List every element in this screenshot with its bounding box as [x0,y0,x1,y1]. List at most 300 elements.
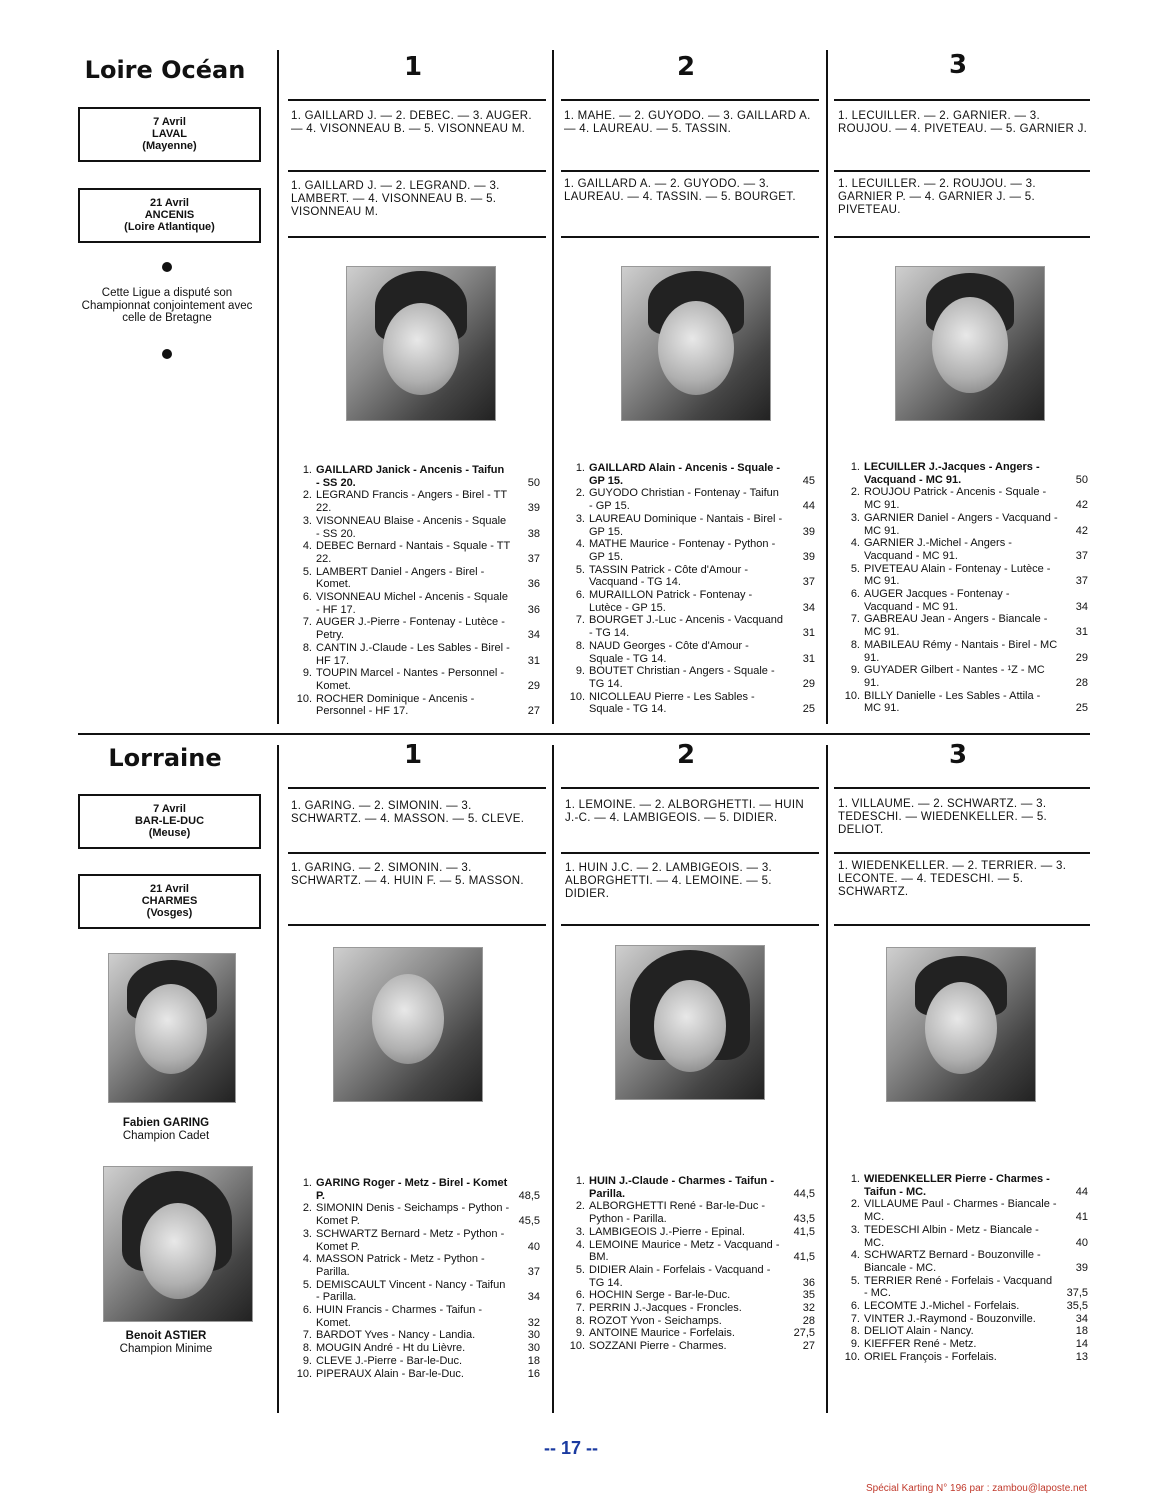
standings-row [563,513,815,538]
standings-row [290,464,540,489]
driver-entry: GARING Roger - Metz - Birel - Komet P. [316,1177,508,1202]
points: 37 [1075,575,1088,588]
column-divider [826,50,828,724]
rank: 7. [575,1302,585,1315]
standings-row [290,693,540,718]
standings-row [290,489,540,514]
standings-row [563,1340,815,1353]
league-title: Lorraine [108,744,222,772]
rank: 9. [575,1327,585,1340]
champion-caption [76,1330,256,1356]
rank: 9. [302,1354,312,1367]
points: 45,5 [518,1215,540,1228]
standings-row [838,563,1088,588]
standings-row [290,1202,540,1227]
column-divider [277,50,279,724]
points: 13 [1075,1350,1088,1363]
driver-entry: GAILLARD Alain - Ancenis - Squale - GP 15. [589,462,781,487]
points: 18 [1075,1325,1088,1338]
points: 36 [527,603,540,616]
points: 39 [527,502,540,515]
race1-results: 1. LECUILLER. — 2. GARNIER. — 3. ROUJOU. — 4. PIVETEAU. — 5. GARNIER J. [838,110,1088,135]
rank: 10. [296,692,312,705]
points: 36 [527,578,540,591]
rank: 9. [302,667,312,680]
standings-row [563,1315,815,1328]
points: 37 [802,576,815,589]
standings-row [838,1325,1088,1338]
standings-row [838,690,1088,715]
rank: 2. [575,487,585,500]
category-number: 3 [948,50,968,80]
driver-entry: GABREAU Jean - Angers - Biancale - MC 91. [864,613,1048,639]
race2-results: 1. WIEDENKELLER. — 2. TERRIER. — 3. LECONTE. — 4. TEDESCHI. — 5. SCHWARTZ. [838,860,1067,898]
points: 37 [527,1265,540,1278]
race-region: (Loire Atlantique) [124,221,215,233]
rank: 2. [575,1200,585,1213]
driver-entry: DIDIER Alain - Forfelais - Vacquand - TG 14. [589,1263,771,1289]
rank: 3. [850,1223,860,1236]
driver-entry: PIPERAUX Alain - Bar-le-Duc. [316,1367,464,1380]
rule [561,236,819,238]
rank: 2. [302,1202,312,1215]
rank: 5. [575,1263,585,1276]
standings-row [290,540,540,565]
rank: 5. [302,1278,312,1291]
category-number: 3 [948,740,968,770]
race-date-box [78,188,261,243]
standings-row [290,1279,540,1304]
driver-entry: AUGER J.-Pierre - Fontenay - Lutèce - Petry. [316,616,505,642]
driver-entry: ALBORGHETTI René - Bar-le-Duc - Python - Parilla. [589,1200,766,1226]
race-date: 21 Avril [150,197,189,209]
standings-row [838,1275,1088,1300]
driver-photo [615,945,765,1100]
rank: 4. [850,537,860,550]
bullet-dot [162,262,172,272]
standings-row [563,462,815,487]
standings-row [563,564,815,589]
rank: 4. [575,1238,585,1251]
champion-title: Champion Minime [119,1343,213,1355]
points: 27,5 [793,1327,815,1340]
standings-row [563,1239,815,1264]
race1-results: 1. VILLAUME. — 2. SCHWARTZ. — 3. TEDESCHI. — WIEDENKELLER. — 5. DELIOT. [838,798,1048,836]
points: 41,5 [793,1251,815,1264]
race-region: (Mayenne) [142,140,197,152]
driver-entry: ROZOT Yvon - Seichamps. [589,1314,722,1327]
rank: 6. [575,589,585,602]
standings-row [838,1249,1088,1274]
standings-row [838,537,1088,562]
points: 37,5 [1066,1287,1088,1300]
driver-entry: BARDOT Yves - Nancy - Landia. [316,1329,476,1342]
rank: 8. [302,1342,312,1355]
race2-results: 1. HUIN J.C. — 2. LAMBIGEOIS. — 3. ALBORGHETTI. — 4. LEMOINE. — 5. DIDIER. [565,862,773,900]
points: 32 [802,1302,815,1315]
race2-results: 1. GAILLARD J. — 2. LEGRAND. — 3. LAMBERT. — 4. VISONNEAU B. — 5. VISONNEAU M. [291,180,500,218]
rank: 4. [575,538,585,551]
standings-row [563,1289,815,1302]
driver-entry: HUIN J.-Claude - Charmes - Taifun - Parilla. [589,1175,774,1200]
column-divider [826,745,828,1413]
standings-row [838,588,1088,613]
standings-row [563,1175,815,1200]
driver-entry: DELIOT Alain - Nancy. [864,1325,974,1338]
standings-row [290,616,540,641]
points: 28 [802,1314,815,1327]
rule [561,99,819,101]
points: 28 [1075,676,1088,689]
champion-title: Champion Cadet [122,1130,210,1142]
driver-entry: GAILLARD Janick - Ancenis - Taifun - SS 20. [316,464,505,489]
points: 41,5 [793,1225,815,1238]
standings-row [290,1253,540,1278]
points: 30 [527,1329,540,1342]
driver-entry: SCHWARTZ Bernard - Bouzonville - Biancale - MC. [864,1249,1041,1274]
rank: 6. [850,588,860,601]
standings-row [290,566,540,591]
points: 50 [527,476,540,489]
driver-entry: SIMONIN Denis - Seichamps - Python - Komet P. [316,1202,510,1228]
rank: 9. [850,664,860,677]
standings-row [838,461,1088,486]
rank: 5. [302,565,312,578]
driver-entry: MURAILLON Patrick - Fontenay - Lutèce - GP 15. [589,589,753,614]
driver-entry: LEMOINE Maurice - Metz - Vacquand - BM. [589,1238,780,1264]
points: 44 [1075,1185,1088,1198]
champion-photo [108,953,236,1103]
rank: 10. [296,1367,312,1380]
driver-entry: TOUPIN Marcel - Nantes - Personnel - Komet. [316,667,505,692]
rank: 3. [575,512,585,525]
bullet-dot [162,349,172,359]
page-number: -- 17 -- [544,1438,598,1458]
driver-entry: ROCHER Dominique - Ancenis - Personnel - HF 17. [316,692,475,718]
rank: 3. [575,1225,585,1238]
driver-entry: TASSIN Patrick - Côte d'Amour - Vacquand - TG 14. [589,563,748,589]
driver-entry: LAMBIGEOIS J.-Pierre - Epinal. [589,1225,745,1238]
standings-row [563,589,815,614]
points: 34 [1075,1312,1088,1325]
race2-results: 1. LECUILLER. — 2. ROUJOU. — 3. GARNIER P. — 4. GARNIER J. — 5. PIVETEAU. [838,178,1036,216]
race-place: CHARMES [141,895,198,907]
driver-entry: ROUJOU Patrick - Ancenis - Squale - MC 91. [864,486,1047,512]
driver-entry: BOUTET Christian - Angers - Squale - TG 14. [589,665,775,690]
rank: 8. [575,639,585,652]
points: 29 [802,677,815,690]
race-date: 7 Avril [153,803,186,815]
rank: 7. [575,614,585,627]
standings-row [563,691,815,716]
standings-row [563,665,815,690]
points: 38 [527,527,540,540]
champion-caption [76,1117,256,1143]
driver-entry: DEBEC Bernard - Nantais - Squale - TT 22. [316,540,511,565]
driver-entry: CANTIN J.-Claude - Les Sables - Birel - HF 17. [316,641,510,667]
standings-list [290,464,540,718]
points: 39 [802,550,815,563]
driver-entry: VISONNEAU Michel - Ancenis - Squale - HF 17. [316,591,508,616]
driver-entry: MABILEAU Rémy - Nantais - Birel - MC 91. [864,638,1058,664]
race1-results: 1. GARING. — 2. SIMONIN. — 3. SCHWARTZ. — 4. MASSON. — 5. CLEVE. [291,800,525,825]
standings-list [563,462,815,716]
rank: 10. [569,690,585,703]
points: 16 [527,1367,540,1380]
rule [561,924,819,926]
standings-row [290,1177,540,1202]
points: 40 [1075,1236,1088,1249]
column-divider [277,745,279,1413]
points: 43,5 [793,1213,815,1226]
category-number: 2 [676,740,696,770]
rank: 1. [850,1173,860,1185]
points: 42 [1075,524,1088,537]
rank: 10. [569,1340,585,1353]
standings-row [838,639,1088,664]
race-date-box [78,107,261,162]
race-date-box [78,874,261,929]
rank: 10. [844,689,860,702]
points: 48,5 [518,1189,540,1202]
rank: 2. [850,486,860,499]
column-divider [552,745,554,1413]
rank: 6. [850,1300,860,1313]
driver-entry: GARNIER J.-Michel - Angers - Vacquand - MC 91. [864,537,1012,562]
points: 18 [527,1354,540,1367]
points: 37 [527,552,540,565]
rule [834,170,1090,172]
rank: 4. [850,1249,860,1262]
driver-entry: NAUD Georges - Côte d'Amour - Squale - TG 14. [589,639,749,665]
driver-photo [895,266,1045,421]
race-region: (Meuse) [148,827,191,839]
standings-row [838,1338,1088,1351]
points: 41 [1075,1211,1088,1224]
points: 39 [1075,1261,1088,1274]
points: 34 [802,601,815,614]
points: 27 [527,705,540,718]
standings-list [838,461,1088,715]
rank: 8. [575,1314,585,1327]
rank: 10. [844,1350,860,1363]
standings-row [290,1304,540,1329]
standings-row [290,1355,540,1368]
driver-photo [346,266,496,421]
points: 37 [1075,549,1088,562]
champion-photo [103,1166,253,1322]
rule [288,924,546,926]
standings-row [290,1368,540,1381]
driver-entry: ORIEL François - Forfelais. [864,1350,997,1363]
race-date: 7 Avril [153,116,186,128]
standings-row [290,515,540,540]
race-date-box [78,794,261,849]
rank: 1. [302,464,312,476]
driver-entry: KIEFFER René - Metz. [864,1338,977,1351]
standings-row [838,1224,1088,1249]
points: 32 [527,1316,540,1329]
rank: 5. [850,1274,860,1287]
standings-row [563,1200,815,1225]
points: 50 [1075,473,1088,486]
rule [834,924,1090,926]
driver-entry: LECUILLER J.-Jacques - Angers - Vacquand - MC 91. [864,461,1040,486]
driver-entry: LAMBERT Daniel - Angers - Birel - Komet. [316,565,485,591]
points: 35,5 [1066,1300,1088,1313]
driver-entry: LECOMTE J.-Michel - Forfelais. [864,1300,1020,1313]
driver-entry: GUYADER Gilbert - Nantes - ¹Z - MC 91. [864,664,1045,689]
standings-row [838,1313,1088,1326]
driver-entry: WIEDENKELLER Pierre - Charmes - Taifun - MC. [864,1173,1050,1198]
rank: 7. [850,613,860,626]
rank: 1. [850,461,860,473]
points: 44 [802,500,815,513]
driver-photo [333,947,483,1102]
standings-row [563,1264,815,1289]
race-region: (Vosges) [146,907,193,919]
rule [288,99,546,101]
rank: 1. [302,1177,312,1189]
standings-row [290,1228,540,1253]
rank: 5. [850,562,860,575]
driver-entry: NICOLLEAU Pierre - Les Sables - Squale - TG 14. [589,690,755,716]
rank: 5. [575,563,585,576]
driver-entry: AUGER Jacques - Fontenay - Vacquand - MC 91. [864,588,1010,613]
points: 36 [802,1276,815,1289]
driver-entry: TERRIER René - Forfelais - Vacquand - MC. [864,1274,1053,1300]
driver-entry: VISONNEAU Blaise - Ancenis - Squale - SS 20. [316,514,507,540]
points: 31 [1075,626,1088,639]
driver-entry: SOZZANI Pierre - Charmes. [589,1340,727,1353]
race2-results: 1. GAILLARD A. — 2. GUYODO. — 3. LAUREAU. — 4. TASSIN. — 5. BOURGET. [564,178,796,203]
rank: 8. [850,638,860,651]
rank: 1. [575,462,585,474]
driver-entry: CLEVE J.-Pierre - Bar-le-Duc. [316,1354,463,1367]
points: 25 [1075,702,1088,715]
driver-photo [621,266,771,421]
standings-row [290,642,540,667]
points: 40 [527,1240,540,1253]
driver-entry: BOURGET J.-Luc - Ancenis - Vacquand - TG 14. [589,614,784,640]
rank: 2. [302,489,312,502]
rule [834,236,1090,238]
standings-row [563,1226,815,1239]
rank: 4. [302,540,312,553]
standings-row [290,1329,540,1342]
points: 31 [802,652,815,665]
points: 14 [1075,1338,1088,1351]
race-place: LAVAL [151,128,188,140]
rule [834,787,1090,789]
points: 35 [802,1289,815,1302]
standings-row [563,640,815,665]
rule [288,236,546,238]
driver-entry: MASSON Patrick - Metz - Python - Parilla. [316,1253,485,1278]
points: 30 [527,1342,540,1355]
points: 34 [527,1291,540,1304]
rank: 6. [575,1289,585,1302]
standings-row [290,591,540,616]
driver-entry: DEMISCAULT Vincent - Nancy - Taifun - Parilla. [316,1278,506,1304]
standings-row [838,1173,1088,1198]
points: 44,5 [793,1187,815,1200]
rank: 7. [302,616,312,629]
points: 31 [527,654,540,667]
standings-row [838,1198,1088,1223]
standings-row [838,512,1088,537]
driver-entry: LEGRAND Francis - Angers - Birel - TT 22. [316,489,507,515]
race-place: BAR-LE-DUC [134,815,205,827]
points: 29 [527,679,540,692]
points: 39 [802,525,815,538]
standings-row [563,614,815,639]
race2-results: 1. GARING. — 2. SIMONIN. — 3. SCHWARTZ. — 4. HUIN F. — 5. MASSON. [291,862,524,887]
driver-entry: LAUREAU Dominique - Nantais - Birel - GP 15. [589,512,783,538]
rank: 6. [302,591,312,604]
standings-row [563,1302,815,1315]
standings-list [290,1177,540,1380]
driver-entry: PERRIN J.-Jacques - Froncles. [589,1302,742,1315]
league-note: Cette Ligue a disputé son Championnat conjointement avec celle de Bretagne [81,287,253,324]
rank: 4. [302,1253,312,1266]
champion-name: Benoit ASTIER [125,1330,207,1342]
driver-entry: HUIN Francis - Charmes - Taifun - Komet. [316,1304,483,1329]
section-divider [78,733,1090,735]
driver-entry: PIVETEAU Alain - Fontenay - Lutèce - MC 91. [864,562,1051,588]
points: 34 [1075,600,1088,613]
points: 29 [1075,651,1088,664]
standings-row [838,486,1088,511]
driver-entry: BILLY Danielle - Les Sables - Attila - MC 91. [864,689,1041,715]
race1-results: 1. GAILLARD J. — 2. DEBEC. — 3. AUGER. — 4. VISONNEAU B. — 5. VISONNEAU M. [291,110,532,135]
points: 45 [802,474,815,487]
standings-row [563,1327,815,1340]
driver-entry: VILLAUME Paul - Charmes - Biancale - MC. [864,1198,1057,1224]
driver-photo [886,947,1036,1102]
driver-entry: GUYODO Christian - Fontenay - Taifun - GP 15. [589,487,779,513]
points: 34 [527,629,540,642]
driver-entry: MOUGIN André - Ht du Lièvre. [316,1342,466,1355]
rule [834,852,1090,854]
rule [288,787,546,789]
driver-entry: VINTER J.-Raymond - Bouzonville. [864,1312,1036,1325]
rank: 1. [575,1175,585,1187]
rank: 9. [850,1338,860,1351]
standings-list [838,1173,1088,1364]
standings-row [838,613,1088,638]
driver-entry: ANTOINE Maurice - Forfelais. [589,1327,735,1340]
rank: 8. [302,641,312,654]
rank: 2. [850,1198,860,1211]
standings-row [563,487,815,512]
rank: 3. [302,1227,312,1240]
race-place: ANCENIS [144,209,195,221]
driver-entry: GARNIER Daniel - Angers - Vacquand - MC 91. [864,511,1058,537]
standings-row [838,1351,1088,1364]
points: 25 [802,703,815,716]
rank: 7. [850,1312,860,1325]
points: 31 [802,627,815,640]
rank: 7. [302,1329,312,1342]
driver-entry: TEDESCHI Albin - Metz - Biancale - MC. [864,1223,1039,1249]
points: 27 [802,1340,815,1353]
rank: 8. [850,1325,860,1338]
race-date: 21 Avril [150,883,189,895]
driver-entry: MATHE Maurice - Fontenay - Python - GP 15. [589,538,776,563]
rule [561,170,819,172]
rank: 3. [850,511,860,524]
